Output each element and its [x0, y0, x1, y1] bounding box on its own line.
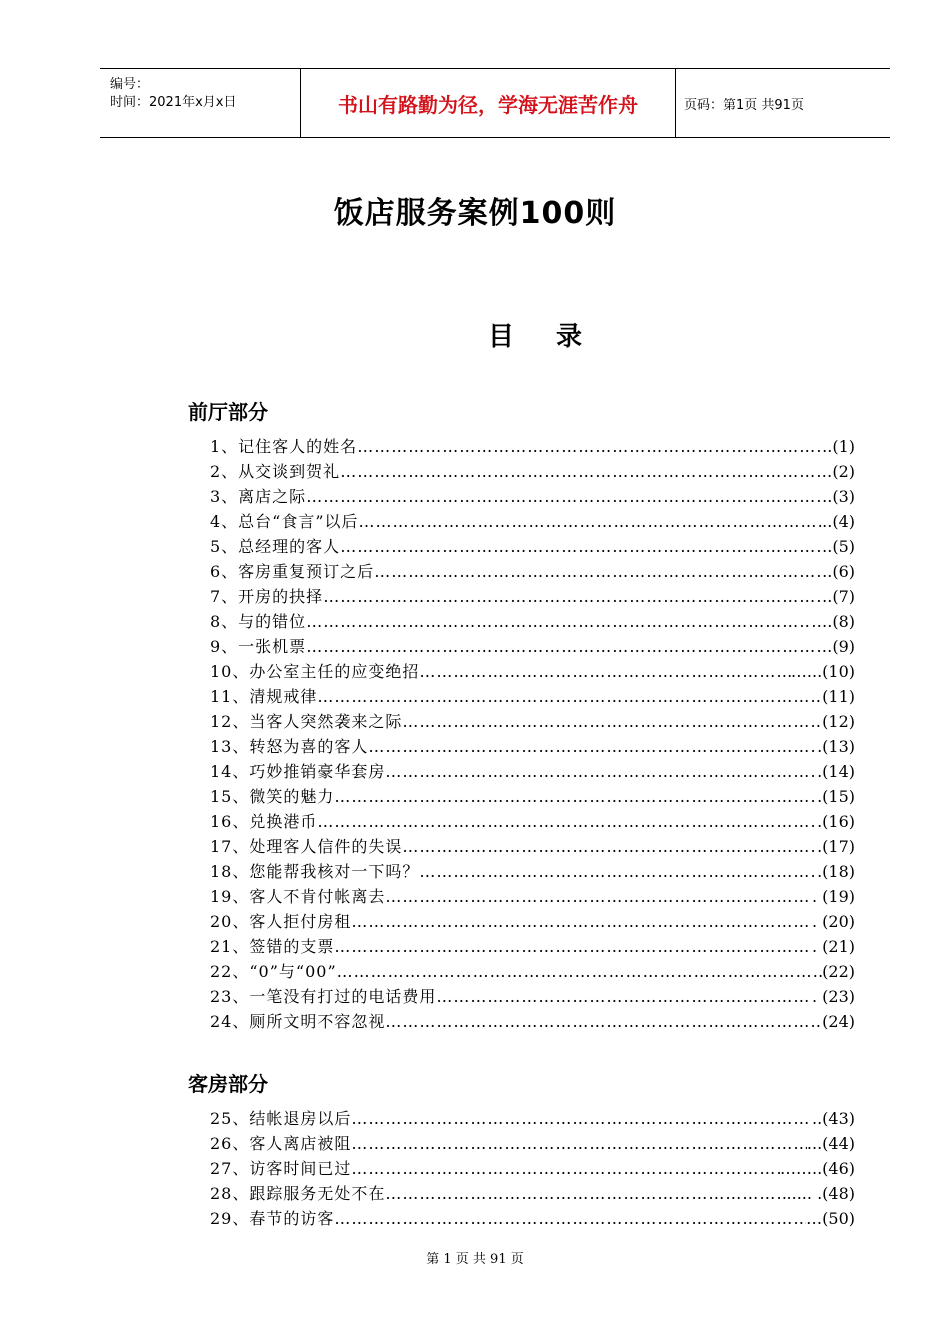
- toc-entry-label: 28、跟踪服务无处不在: [210, 1184, 386, 1203]
- toc-entry-label: 21、签错的支票: [210, 937, 335, 956]
- toc-entry-page: ..(6): [822, 562, 855, 581]
- toc-entry-page: ..(4): [822, 512, 855, 531]
- toc-entry-label: 11、清规戒律: [210, 687, 318, 706]
- toc-entry-label: 17、处理客人信件的失误: [210, 837, 403, 856]
- toc-leader-dots: [351, 1131, 807, 1156]
- header-page-label: 页码：第1页 共91页: [684, 97, 804, 113]
- section-heading-front-office: 前厅部分: [188, 400, 268, 424]
- toc-entry[interactable]: [210, 984, 855, 1009]
- toc-leader-dots: [419, 859, 817, 884]
- toc-entry-label: 27、访客时间已过: [210, 1159, 352, 1178]
- toc-entry-label: 25、结帐退房以后: [210, 1109, 352, 1128]
- toc-entry[interactable]: [210, 1206, 855, 1231]
- toc-title: [488, 316, 582, 353]
- toc-entry[interactable]: [210, 434, 855, 459]
- toc-entry-page: .(16): [817, 812, 855, 831]
- toc-entry-label: 24、厕所文明不容忽视: [210, 1012, 386, 1031]
- toc-leader-dots: [385, 1009, 822, 1034]
- toc-entry-page: (22): [822, 962, 855, 981]
- toc-leader-dots: [402, 709, 822, 734]
- toc-entry[interactable]: [210, 1009, 855, 1034]
- toc-entry-page: ..(43): [811, 1109, 855, 1128]
- toc-leader-dots: [385, 884, 812, 909]
- toc-entry-page: …...(10): [790, 662, 855, 681]
- toc-entry[interactable]: [210, 959, 855, 984]
- toc-entry-label: 12、当客人突然袭来之际: [210, 712, 403, 731]
- toc-entry-page: ..(7): [822, 587, 855, 606]
- toc-title-char: 录: [556, 322, 583, 352]
- toc-entry-page: …(9): [816, 637, 855, 656]
- toc-leader-dots: [351, 1106, 812, 1131]
- toc-entry[interactable]: [210, 1181, 855, 1206]
- toc-entry-page: . (20): [811, 912, 855, 931]
- document-title: 饭店服务案例100则: [333, 196, 617, 231]
- toc-entry-label: 14、巧妙推销豪华套房: [210, 762, 386, 781]
- toc-entry-page: . (23): [811, 987, 855, 1006]
- toc-entry-label: 6、客房重复预订之后: [210, 562, 375, 581]
- toc-leader-dots: [334, 934, 812, 959]
- toc-entry-page: (2): [832, 462, 855, 481]
- toc-entry-page: (11): [822, 687, 855, 706]
- toc-entry-page: . (21): [811, 937, 855, 956]
- toc-entry[interactable]: [210, 634, 855, 659]
- toc-leader-dots: [359, 509, 823, 534]
- toc-entry[interactable]: [210, 884, 855, 909]
- toc-entry-label: 2、从交谈到贺礼: [210, 462, 341, 481]
- toc-entry[interactable]: [210, 684, 855, 709]
- toc-leader-dots: [306, 484, 822, 509]
- toc-leader-dots: [334, 784, 817, 809]
- toc-entry-page: .(18): [817, 862, 855, 881]
- toc-leader-dots: [317, 809, 817, 834]
- toc-entry-label: 7、开房的抉择: [210, 587, 324, 606]
- toc-entry-label: 1、记住客人的姓名: [210, 437, 358, 456]
- toc-leader-dots: [357, 434, 822, 459]
- toc-leader-dots: [337, 959, 823, 984]
- toc-entry-label: 18、您能帮我核对一下吗？: [210, 862, 420, 881]
- toc-entry-page: (24): [822, 1012, 855, 1031]
- toc-entry-page: . (19): [811, 887, 855, 906]
- toc-entry[interactable]: [210, 909, 855, 934]
- toc-entry-label: 23、一笔没有打过的电话费用: [210, 987, 437, 1006]
- number-label: 编号：: [110, 77, 150, 92]
- toc-leader-dots: [306, 634, 816, 659]
- toc-entry-label: 22、“0”与“00”: [210, 962, 337, 981]
- toc-entry-label: 8、与的错位: [210, 612, 307, 631]
- toc-entry[interactable]: [210, 609, 855, 634]
- page-header: [100, 68, 890, 138]
- toc-entry-page: .(14): [817, 762, 855, 781]
- toc-entry-page: ..(5): [822, 537, 855, 556]
- toc-entry-page: …(50): [806, 1209, 855, 1228]
- toc-leader-dots: [436, 984, 812, 1009]
- toc-leader-dots: [317, 684, 822, 709]
- toc-entry[interactable]: [210, 559, 855, 584]
- toc-leader-dots: [385, 1181, 786, 1206]
- toc-leader-dots: [351, 909, 812, 934]
- toc-entry-page: ……..(46): [779, 1159, 855, 1178]
- toc-entry[interactable]: [210, 1106, 855, 1131]
- toc-entry-page: ..... .(48): [786, 1184, 855, 1203]
- toc-entry-label: 15、微笑的魅力: [210, 787, 335, 806]
- toc-leader-dots: [351, 1156, 780, 1181]
- toc-entry[interactable]: [210, 859, 855, 884]
- toc-entry-page: ..(1): [822, 437, 855, 456]
- header-meta: [100, 69, 301, 137]
- toc-entry-page: (12): [822, 712, 855, 731]
- toc-entry-label: 3、离店之际: [210, 487, 307, 506]
- toc-leader-dots: [323, 584, 822, 609]
- toc-entry[interactable]: [210, 834, 855, 859]
- toc-entry-label: 13、转怒为喜的客人: [210, 737, 369, 756]
- toc-entry[interactable]: [210, 534, 855, 559]
- toc-leader-dots: [368, 734, 817, 759]
- toc-leader-dots: [385, 759, 817, 784]
- toc-entry-label: 10、办公室主任的应变绝招: [210, 662, 420, 681]
- toc-leader-dots: [340, 534, 822, 559]
- toc-entry[interactable]: [210, 784, 855, 809]
- toc-entry[interactable]: [210, 809, 855, 834]
- toc-leader-dots: [340, 459, 832, 484]
- toc-entry-label: 19、客人不肯付帐离去: [210, 887, 386, 906]
- toc-entry-label: 16、兑换港币: [210, 812, 318, 831]
- toc-entry[interactable]: [210, 509, 855, 534]
- page-footer: 第 1 页 共 91 页: [426, 1252, 524, 1267]
- toc-entry-label: 20、客人拒付房租: [210, 912, 352, 931]
- toc-entry-label: 9、一张机票: [210, 637, 307, 656]
- toc-title-char: 目: [488, 322, 515, 352]
- toc-leader-dots: [306, 609, 811, 634]
- toc-entry-label: 26、客人离店被阻: [210, 1134, 352, 1153]
- toc-entry-label: 4、总台“食言”以后: [210, 512, 359, 531]
- toc-entry-page: .(13): [817, 737, 855, 756]
- toc-leader-dots: [334, 1206, 806, 1231]
- time-label: 时间：2021年x月x日: [110, 95, 237, 110]
- toc-entry[interactable]: [210, 459, 855, 484]
- toc-entry[interactable]: [210, 734, 855, 759]
- toc-entry[interactable]: [210, 1131, 855, 1156]
- toc-entry-page: .(17): [817, 837, 855, 856]
- toc-entry-page: ….(8): [811, 612, 855, 631]
- header-motto: 书山有路勤为径，学海无涯苦作舟: [301, 69, 676, 137]
- toc-entry-page: .(15): [817, 787, 855, 806]
- toc-entry-label: 29、春节的访客: [210, 1209, 335, 1228]
- toc-entry-page: ...(44): [806, 1134, 855, 1153]
- toc-entry[interactable]: [210, 759, 855, 784]
- toc-entry[interactable]: [210, 484, 855, 509]
- toc-leader-dots: [374, 559, 822, 584]
- toc-leader-dots: [402, 834, 817, 859]
- toc-entry-label: 5、总经理的客人: [210, 537, 341, 556]
- toc-leader-dots: [419, 659, 791, 684]
- toc-list-housekeeping: [210, 1106, 855, 1231]
- section-heading-housekeeping: 客房部分: [188, 1072, 268, 1096]
- toc-entry[interactable]: [210, 709, 855, 734]
- toc-entry[interactable]: [210, 659, 855, 684]
- toc-entry[interactable]: [210, 1156, 855, 1181]
- toc-entry[interactable]: [210, 934, 855, 959]
- toc-entry[interactable]: [210, 584, 855, 609]
- toc-entry-page: ..(3): [822, 487, 855, 506]
- toc-list-front-office: [210, 434, 855, 1034]
